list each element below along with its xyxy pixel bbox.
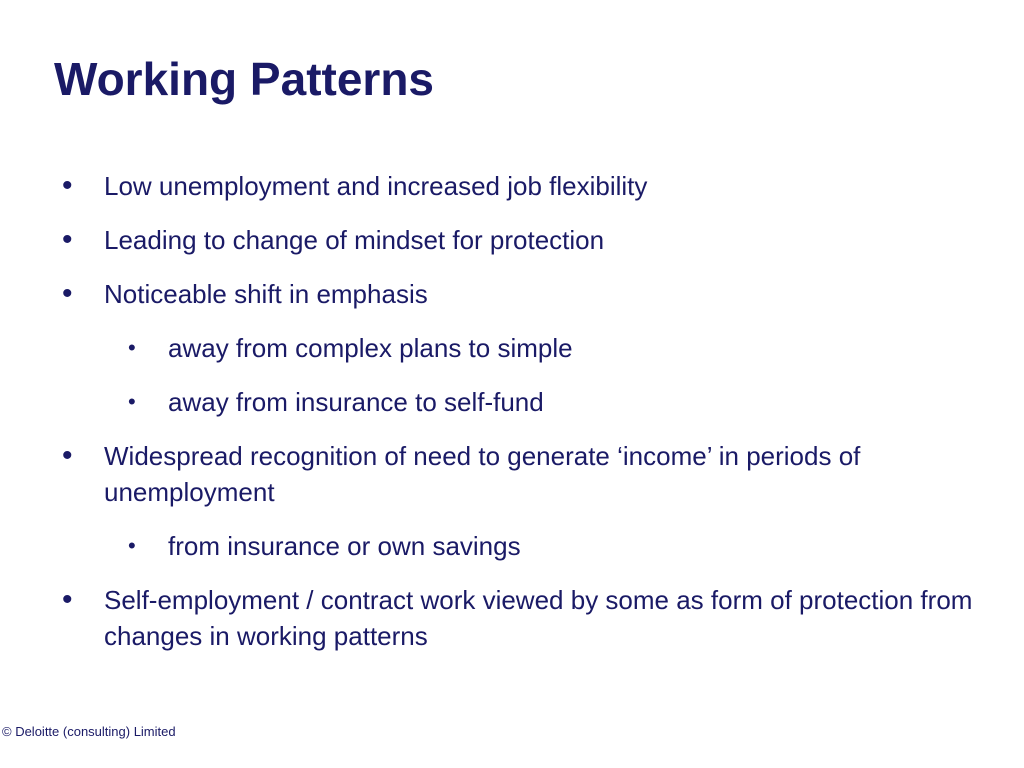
sub-bullet-item	[0, 330, 988, 366]
sub-bullet-dot-icon: •	[128, 335, 136, 360]
bullet-item	[0, 222, 994, 258]
bullet-text: Low unemployment and increased job flexibility	[104, 171, 648, 201]
bullet-text: Leading to change of mindset for protection	[104, 225, 605, 255]
bullet-text: Widespread recognition of need to generate ‘income’ in periods of unemployment	[104, 441, 861, 507]
sub-bullet-item	[0, 528, 988, 564]
sub-bullet-text: away from insurance to self-fund	[168, 387, 544, 417]
bullet-item	[0, 168, 994, 204]
bullet-item	[0, 438, 994, 510]
bullet-dot-icon: •	[62, 583, 73, 616]
bullet-list	[0, 168, 1024, 672]
sub-bullet-item	[0, 384, 988, 420]
bullet-dot-icon: •	[62, 223, 73, 256]
sub-bullet-text: from insurance or own savings	[168, 531, 521, 561]
sub-bullet-text: away from complex plans to simple	[168, 333, 573, 363]
bullet-item	[0, 582, 994, 654]
bullet-item	[0, 276, 994, 312]
bullet-dot-icon: •	[62, 169, 73, 202]
bullet-text: Self-employment / contract work viewed by some as form of protection from changes in working patterns	[104, 585, 973, 651]
slide-title: Working Patterns	[54, 53, 434, 105]
sub-bullet-dot-icon: •	[128, 389, 136, 414]
bullet-dot-icon: •	[62, 277, 73, 310]
sub-bullet-dot-icon: •	[128, 533, 136, 558]
bullet-text: Noticeable shift in emphasis	[104, 279, 428, 309]
copyright-footer: © Deloitte (consulting) Limited	[2, 724, 176, 739]
bullet-dot-icon: •	[62, 439, 73, 472]
